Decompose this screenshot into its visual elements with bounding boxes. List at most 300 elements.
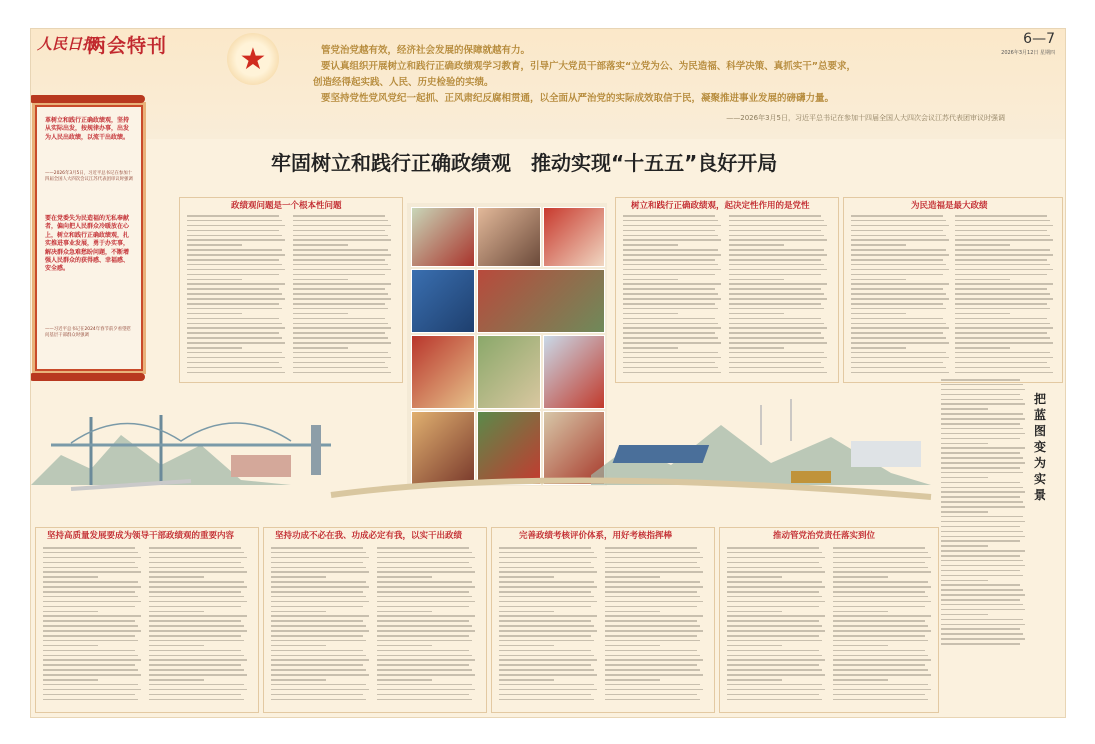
text-line [377,576,432,578]
text-line [623,313,678,315]
text-line [729,357,827,359]
text-line [623,220,718,222]
text-line [43,669,138,671]
text-line [271,557,369,559]
text-line [293,225,391,227]
text-line [851,283,949,285]
text-line [43,615,141,617]
text-line [271,655,366,657]
text-line [149,601,247,603]
text-line [727,591,819,593]
text-line [941,467,1020,469]
text-line [729,347,784,349]
text-line [941,609,1025,611]
text-line [377,547,469,549]
text-line [729,318,821,320]
text-line [43,694,135,696]
text-line [623,327,721,329]
article-column [729,215,829,376]
text-line [377,650,469,652]
text-line [43,635,135,637]
article-column [727,547,827,704]
text-line [187,342,285,344]
text-line [187,239,285,241]
text-line [955,259,1047,261]
text-line [955,337,1050,339]
text-line [729,323,824,325]
text-line [851,332,943,334]
text-line [499,606,591,608]
text-line [941,638,1025,640]
text-line [851,288,943,290]
text-line [623,318,715,320]
text-line [499,625,594,627]
text-line [833,620,925,622]
text-line [623,259,715,261]
text-line [149,581,244,583]
text-line [833,664,925,666]
text-line [499,645,554,647]
text-line [851,327,949,329]
quote-line: 管党治党越有效，经济社会发展的保障就越有力。 [321,45,531,56]
article-column [293,215,393,376]
text-line [377,596,472,598]
text-line [271,694,363,696]
text-line [43,557,141,559]
text-line [941,457,1023,459]
text-line [271,689,369,691]
text-line [833,630,931,632]
text-line [499,650,591,652]
text-line [623,264,718,266]
text-line [271,581,366,583]
text-line [727,679,782,681]
text-line [149,664,241,666]
text-line [833,615,931,617]
text-line [499,699,594,701]
text-line [605,576,660,578]
special-edition-title: 两会特刊 [87,35,168,57]
text-line [605,591,697,593]
text-line [499,655,594,657]
text-line [605,645,660,647]
text-line [187,318,279,320]
text-line [271,586,369,588]
text-line [955,225,1053,227]
text-line [851,220,946,222]
text-line [833,586,931,588]
text-line [623,279,678,281]
text-line [377,586,475,588]
text-line [605,596,700,598]
text-line [941,589,1023,591]
text-line [499,571,597,573]
text-line [499,586,597,588]
text-line [499,547,591,549]
text-line [43,679,98,681]
text-line [149,655,244,657]
text-line [833,699,928,701]
text-line [187,293,282,295]
text-line [499,684,594,686]
text-line [941,555,1020,557]
text-line [727,620,819,622]
text-line [955,372,1053,374]
text-line [851,308,946,310]
text-line [149,547,241,549]
article-column [605,547,705,704]
text-line [955,332,1047,334]
text-line [851,323,946,325]
text-line [623,347,678,349]
text-line [833,552,928,554]
text-line [605,699,700,701]
quote-line: 要坚持党性党风党纪一起抓、正风肃纪反腐相贯通，以全面从严治党的实际成效取信于民，凝聚推进事业发展的磅礴力量。 [321,93,835,104]
text-line [623,303,715,305]
text-line [729,367,824,369]
text-line [293,342,391,344]
text-line [187,352,282,354]
photo [411,269,475,333]
text-line [187,298,285,300]
text-line [623,293,718,295]
text-line [43,547,135,549]
star-icon: ★ [227,33,279,85]
text-line [377,684,472,686]
text-line [499,694,591,696]
text-line [187,288,279,290]
text-line [851,254,949,256]
text-line [293,283,391,285]
section-title: 坚持高质量发展要成为领导干部政绩观的重要内容 [47,531,235,541]
text-line [43,645,98,647]
text-line [149,694,241,696]
text-line [605,679,660,681]
text-line [727,684,822,686]
text-line [941,423,1020,425]
text-line [293,303,385,305]
text-line [293,274,385,276]
text-line [955,244,1010,246]
text-line [271,547,363,549]
text-line [149,615,247,617]
text-line [727,596,822,598]
text-line [955,367,1050,369]
text-line [271,567,366,569]
text-line [727,557,825,559]
text-line [941,462,1025,464]
text-line [955,323,1050,325]
text-line [851,274,943,276]
text-line [605,562,697,564]
photo [477,269,605,333]
text-line [851,337,946,339]
text-line [149,689,247,691]
text-line [833,650,925,652]
text-line [187,283,285,285]
text-line [729,337,824,339]
page-number: 6—7 [1023,31,1055,47]
text-line [941,540,1020,542]
text-line [149,620,241,622]
text-line [623,367,718,369]
text-line [955,362,1047,364]
text-line [623,225,721,227]
section-title: 为民造福是最大政绩 [911,201,988,211]
text-line [187,308,282,310]
text-line [851,239,949,241]
text-line [187,264,282,266]
text-line [833,562,925,564]
logo: 人民日报 [37,35,98,53]
text-line [851,318,943,320]
text-line [941,443,988,445]
text-line [833,674,931,676]
text-line [941,399,1023,401]
article-column [833,547,933,704]
text-line [271,571,369,573]
text-line [833,694,925,696]
text-line [727,699,822,701]
photo [411,207,475,267]
text-line [941,570,1020,572]
text-line [623,269,721,271]
text-line [499,630,597,632]
text-line [293,279,348,281]
text-line [727,562,819,564]
text-line [293,220,388,222]
text-line [941,477,988,479]
text-line [271,664,363,666]
text-line [941,487,1023,489]
text-line [271,674,369,676]
text-line [605,567,700,569]
text-line [941,506,1025,508]
text-line [941,575,1023,577]
text-line [955,327,1053,329]
text-line [149,576,204,578]
page-headline: 牢固树立和践行正确政绩观 推动实现“十五五”良好开局 [271,151,778,175]
text-line [955,249,1050,251]
text-line [941,438,1020,440]
text-line [43,552,138,554]
text-line [623,352,718,354]
text-line [605,659,703,661]
text-line [271,630,369,632]
text-line [377,567,472,569]
text-line [293,215,385,217]
text-line [271,635,363,637]
text-line [729,313,784,315]
text-line [623,357,721,359]
text-line [623,342,721,344]
text-line [955,293,1050,295]
text-line [955,230,1047,232]
text-line [727,601,825,603]
text-line [187,362,279,364]
text-line [271,684,366,686]
text-line [149,645,204,647]
text-line [377,581,472,583]
text-line [499,674,597,676]
text-line [941,447,1025,449]
scroll-quote: 要在党委失为民造福的无私奉献者，偏向把人民群众冷暖放在心上，树立和践行正确政绩观，扎实推进事业发展，勇于办实事，解决群众急难愁盼问题，不断增强人民群众的获得感、幸福感、安全感。 [45,215,130,273]
text-line [833,591,925,593]
text-line [941,633,1023,635]
text-line [377,611,432,613]
text-line [955,308,1050,310]
text-line [43,640,138,642]
text-line [605,586,703,588]
text-line [293,327,391,329]
text-line [187,220,282,222]
text-line [833,655,928,657]
text-line [851,264,946,266]
text-line [729,283,827,285]
text-line [499,679,554,681]
text-line [623,235,718,237]
text-line [605,625,700,627]
text-line [941,516,1023,518]
text-line [187,372,285,374]
text-line [271,615,369,617]
text-line [187,327,285,329]
text-line [955,288,1047,290]
text-line [729,239,827,241]
text-line [833,571,931,573]
text-line [149,567,244,569]
text-line [377,669,472,671]
text-line [499,669,594,671]
text-line [149,630,247,632]
text-line [149,586,247,588]
text-line [851,347,906,349]
text-line [833,625,928,627]
text-line [187,303,279,305]
text-line [955,347,1010,349]
text-line [623,323,718,325]
text-line [851,303,943,305]
text-line [941,580,988,582]
text-line [377,615,475,617]
section-title: 树立和践行正确政绩观，起决定性作用的是党性 [631,201,810,211]
text-line [605,601,703,603]
text-line [729,269,827,271]
text-line [941,545,988,547]
article-column [149,547,249,704]
text-line [727,571,825,573]
text-line [43,601,141,603]
text-line [605,694,697,696]
text-line [941,403,1025,405]
text-line [941,536,1025,538]
text-line [499,601,597,603]
article-column [941,379,1027,648]
scroll-source: ——2026年3月5日，习近平总书记在参加十四届全国人大四次会议江苏代表团审议时强调 [45,171,133,182]
section-title: 完善政绩考核评价体系，用好考核指挥棒 [519,531,673,541]
text-line [149,562,241,564]
text-line [727,615,825,617]
text-line [851,235,946,237]
text-line [43,581,138,583]
newspaper-page [30,28,1066,718]
text-line [729,352,824,354]
text-line [43,611,98,613]
text-line [43,699,138,701]
text-line [293,357,391,359]
text-line [377,689,475,691]
text-line [729,327,827,329]
text-line [499,567,594,569]
text-line [605,669,700,671]
text-line [271,596,366,598]
text-line [271,625,366,627]
text-line [377,591,469,593]
text-line [187,249,282,251]
text-line [955,318,1047,320]
text-line [851,342,949,344]
text-line [851,269,949,271]
text-line [149,650,241,652]
text-line [43,625,138,627]
text-line [833,679,888,681]
text-line [727,586,825,588]
text-line [293,362,385,364]
text-line [851,249,946,251]
text-line [43,591,135,593]
text-line [623,362,715,364]
text-line [729,332,821,334]
text-line [623,283,721,285]
text-line [187,367,282,369]
text-line [727,552,822,554]
text-line [623,274,715,276]
text-line [377,679,432,681]
masthead [31,29,1065,139]
text-line [499,640,594,642]
text-line [941,496,1020,498]
text-line [727,625,822,627]
text-line [623,239,721,241]
text-line [605,547,697,549]
text-line [833,659,931,661]
text-line [43,655,138,657]
text-line [955,279,1010,281]
text-line [605,581,700,583]
text-line [941,594,1025,596]
text-line [729,244,784,246]
text-line [377,630,475,632]
text-line [955,220,1050,222]
text-line [851,244,906,246]
scroll-quote: 革树立和践行正确政绩观，坚持从实际出发，按规律办事，出发为人民出政绩，以流干出政绩。 [45,117,130,141]
text-line [623,332,715,334]
text-line [955,269,1053,271]
text-line [623,254,721,256]
text-line [605,630,703,632]
text-line [941,614,988,616]
text-line [187,225,285,227]
text-line [729,230,821,232]
text-line [833,645,888,647]
text-line [727,630,825,632]
text-line [727,645,782,647]
text-line [187,279,242,281]
text-line [833,601,931,603]
text-line [187,347,242,349]
text-line [499,664,591,666]
text-line [605,689,703,691]
